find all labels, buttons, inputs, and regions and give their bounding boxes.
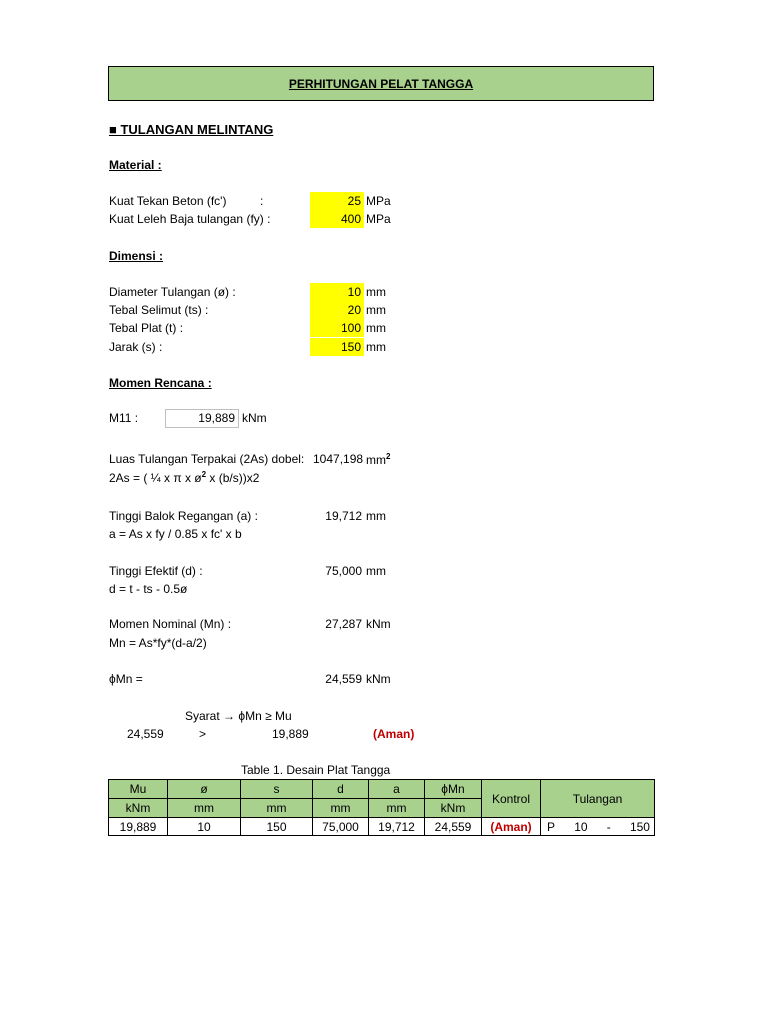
section-heading: ■ TULANGAN MELINTANG [109, 122, 274, 137]
cell-dia: 10 [168, 818, 241, 836]
a-formula: a = As x fy / 0.85 x fc' x b [109, 527, 242, 541]
mn-label: Momen Nominal (Mn) : [109, 617, 232, 631]
cell-kontrol: (Aman) [482, 818, 541, 836]
header-a-unit: mm [369, 799, 425, 818]
m11-input[interactable]: 19,889 [165, 409, 239, 428]
luas-formula-sup: 2 [201, 470, 207, 479]
mn-unit: kNm [366, 617, 391, 631]
header-dia-top: ø [168, 780, 241, 799]
a-label: Tinggi Balok Regangan (a) : [109, 509, 258, 523]
luas-formula-b: x (b/s))x2 [206, 471, 260, 485]
syarat-operator: > [199, 727, 207, 741]
phimn-label: ϕMn = [109, 672, 143, 686]
fy-value: 400 [310, 210, 364, 228]
header-dia-unit: mm [168, 799, 241, 818]
cell-d: 75,000 [313, 818, 369, 836]
diameter-unit: mm [366, 285, 386, 299]
fc-label: Kuat Tekan Beton (fc') [109, 194, 227, 208]
selimut-value: 20 [310, 301, 364, 319]
a-unit: mm [366, 509, 386, 523]
page-title: PERHITUNGAN PELAT TANGGA [288, 76, 474, 91]
a-value: 19,712 [325, 509, 362, 523]
luas-unit-sup: 2 [386, 452, 391, 461]
header-s-top: s [241, 780, 313, 799]
selimut-unit: mm [366, 303, 386, 317]
header-a-top: a [369, 780, 425, 799]
luas-unit: mm [366, 453, 386, 467]
luas-label: Luas Tulangan Terpakai (2As) dobel: [109, 452, 305, 466]
fc-unit: MPa [366, 194, 391, 208]
phimn-value: 24,559 [325, 672, 362, 686]
tulangan-spacing: 150 [629, 819, 650, 834]
d-unit: mm [366, 564, 386, 578]
mn-formula: Mn = As*fy*(d-a/2) [109, 636, 207, 650]
fy-label: Kuat Leleh Baja tulangan (fy) : [109, 212, 271, 226]
m11-label: M11 : [109, 411, 139, 425]
m11-unit: kNm [242, 411, 267, 425]
tulangan-p: P [547, 819, 556, 834]
syarat-right: 19,889 [272, 727, 309, 741]
luas-formula [109, 470, 259, 485]
header-d-unit: mm [313, 799, 369, 818]
cell-a: 19,712 [369, 818, 425, 836]
jarak-value: 150 [310, 338, 364, 356]
cell-s: 150 [241, 818, 313, 836]
fc-colon: : [260, 194, 264, 208]
diameter-value: 10 [310, 283, 364, 301]
header-mu-unit: kNm [109, 799, 168, 818]
d-value: 75,000 [325, 564, 362, 578]
syarat-status: (Aman) [373, 727, 415, 741]
selimut-label: Tebal Selimut (ts) : [109, 303, 209, 317]
luas-unit-wrap [366, 452, 390, 467]
diameter-label: Diameter Tulangan (ø) : [109, 285, 236, 299]
momen-heading: Momen Rencana : [109, 376, 212, 390]
cell-phimn: 24,559 [425, 818, 482, 836]
design-table [108, 779, 655, 836]
header-phimn-top: ϕMn [425, 780, 482, 799]
jarak-label: Jarak (s) : [109, 340, 163, 354]
tebal-plat-value: 100 [310, 319, 364, 337]
d-label: Tinggi Efektif (d) : [109, 564, 203, 578]
header-kontrol: Kontrol [482, 780, 541, 818]
luas-formula-a: 2As = ( ¼ x π x ø [109, 471, 202, 485]
material-heading: Material : [109, 158, 162, 172]
phimn-unit: kNm [366, 672, 391, 686]
header-d-top: d [313, 780, 369, 799]
cell-tulangan [541, 818, 655, 836]
header-tulangan: Tulangan [541, 780, 655, 818]
fy-unit: MPa [366, 212, 391, 226]
table-header-row-1 [109, 780, 655, 799]
dimensi-heading: Dimensi : [109, 249, 164, 263]
fc-value: 25 [310, 192, 364, 210]
header-phimn-unit: kNm [425, 799, 482, 818]
tulangan-dash: - [606, 819, 611, 834]
table-caption: Table 1. Desain Plat Tangga [241, 763, 391, 777]
jarak-unit: mm [366, 340, 386, 354]
cell-mu: 19,889 [109, 818, 168, 836]
header-s-unit: mm [241, 799, 313, 818]
header-mu-top: Mu [109, 780, 168, 799]
syarat-left: 24,559 [127, 727, 164, 741]
title-bar [108, 66, 654, 101]
tulangan-dia: 10 [574, 819, 588, 834]
syarat-label: Syarat → ϕMn ≥ Mu [185, 709, 292, 723]
tebal-plat-label: Tebal Plat (t) : [109, 321, 184, 335]
tebal-plat-unit: mm [366, 321, 386, 335]
luas-value: 1047,198 [313, 452, 364, 466]
mn-value: 27,287 [325, 617, 362, 631]
table-row [109, 818, 655, 836]
d-formula: d = t - ts - 0.5ø [109, 582, 188, 596]
